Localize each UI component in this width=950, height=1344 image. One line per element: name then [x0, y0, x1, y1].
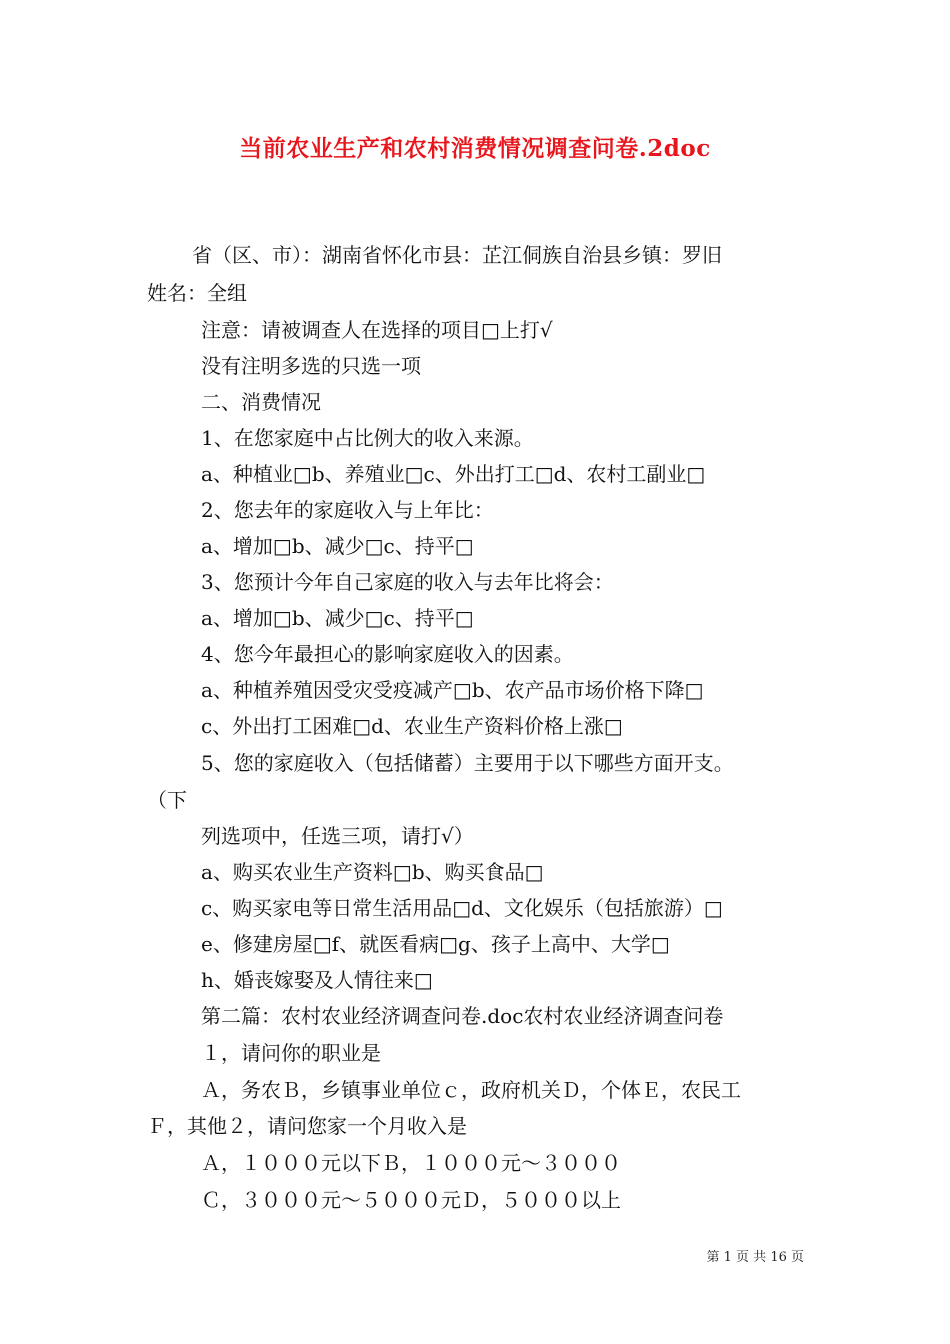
answer-options: Ａ，１０００元以下Ｂ，１０００元～３０００: [201, 1151, 621, 1175]
text-line: 注意：请被调查人在选择的项目□上打√: [201, 318, 553, 342]
text-line: Ｆ，其他２，请问您家一个月收入是: [147, 1114, 467, 1138]
answer-options: Ａ，务农Ｂ，乡镇事业单位ｃ，政府机关Ｄ，个体Ｅ，农民工: [201, 1078, 741, 1102]
text-line: 省（区、市）：湖南省怀化市县：芷江侗族自治县乡镇：罗旧: [192, 243, 722, 267]
page-number: 第 1 页 共 16 页: [706, 1250, 804, 1265]
answer-options: a、种植养殖因受灾受疫减产□b、农产品市场价格下降□: [201, 678, 704, 702]
question: 1、在您家庭中占比例大的收入来源。: [201, 426, 534, 450]
question: 4、您今年最担心的影响家庭收入的因素。: [201, 642, 574, 666]
text-line: 没有注明多选的只选一项: [201, 354, 421, 378]
text-line: （下: [147, 788, 187, 812]
answer-options: Ｃ，３０００元～５０００元Ｄ，５０００以上: [201, 1188, 621, 1212]
question: １，请问你的职业是: [201, 1041, 381, 1065]
question: 2、您去年的家庭收入与上年比：: [201, 498, 494, 522]
text-line: 列选项中，任选三项，请打√）: [201, 824, 474, 848]
question: 3、您预计今年自己家庭的收入与去年比将会：: [201, 570, 614, 594]
answer-options: e、修建房屋□f、就医看病□g、孩子上高中、大学□: [201, 932, 670, 956]
answer-options: a、购买农业生产资料□b、购买食品□: [201, 860, 544, 884]
document-title: 当前农业生产和农村消费情况调查问卷.2doc: [239, 135, 711, 162]
section-heading: 第二篇：农村农业经济调查问卷.doc农村农业经济调查问卷: [201, 1004, 724, 1028]
question: 5、您的家庭收入（包括储蓄）主要用于以下哪些方面开支。: [201, 751, 734, 775]
answer-options: c、外出打工困难□d、农业生产资料价格上涨□: [201, 714, 623, 738]
answer-options: a、种植业□b、养殖业□c、外出打工□d、农村工副业□: [201, 462, 706, 486]
answer-options: a、增加□b、减少□c、持平□: [201, 534, 474, 558]
section-heading: 二、消费情况: [201, 390, 321, 414]
text-line: 姓名：全组: [147, 281, 247, 305]
answer-options: h、婚丧嫁娶及人情往来□: [201, 968, 433, 992]
answer-options: a、增加□b、减少□c、持平□: [201, 606, 474, 630]
answer-options: c、购买家电等日常生活用品□d、文化娱乐（包括旅游）□: [201, 896, 723, 920]
